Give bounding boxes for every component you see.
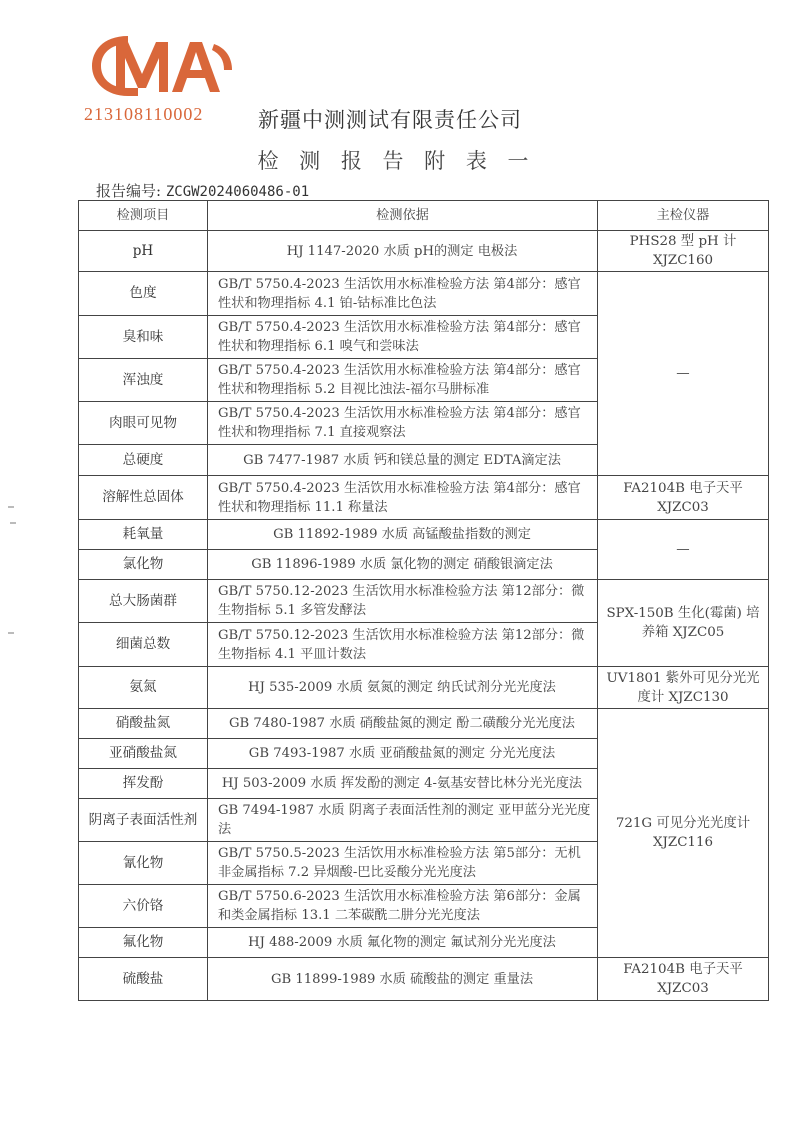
table-row-method: GB 7493-1987 水质 亚硝酸盐氮的测定 分光光度法 <box>208 739 598 769</box>
table-row-item: 氰化物 <box>79 842 208 885</box>
table-row-method: GB/T 5750.4-2023 生活饮用水标准检验方法 第4部分：感官性状和物理指标 7.1 直接观察法 <box>208 402 598 445</box>
column-header-instrument: 主检仪器 <box>598 201 769 231</box>
table-row-method: GB 7494-1987 水质 阴离子表面活性剂的测定 亚甲蓝分光光度法 <box>208 799 598 842</box>
table-row-item: 氯化物 <box>79 550 208 580</box>
report-number-label: 报告编号: <box>96 182 162 200</box>
table-row-item: 浑浊度 <box>79 359 208 402</box>
report-title: 检 测 报 告 附 表 一 <box>257 149 536 173</box>
table-row-method: HJ 488-2009 水质 氟化物的测定 氟试剂分光光度法 <box>208 928 598 958</box>
scan-mark <box>10 522 16 524</box>
table-row-item: 硫酸盐 <box>79 958 208 1001</box>
column-header-item: 检测项目 <box>79 201 208 231</box>
table-row-method: GB/T 5750.4-2023 生活饮用水标准检验方法 第4部分：感官性状和物理指标 4.1 铂-钴标准比色法 <box>208 272 598 316</box>
detection-basis-table <box>78 200 769 1001</box>
table-row-method: GB/T 5750.12-2023 生活饮用水标准检验方法 第12部分：微生物指标 4.1 平皿计数法 <box>208 623 598 667</box>
table-row-item: 总大肠菌群 <box>79 580 208 623</box>
table-row-method: GB/T 5750.5-2023 生活饮用水标准检验方法 第5部分：无机非金属指标 7.2 异烟酸-巴比妥酸分光光度法 <box>208 842 598 885</box>
table-row-item: 挥发酚 <box>79 769 208 799</box>
table-row-method: GB 7477-1987 水质 钙和镁总量的测定 EDTA滴定法 <box>208 445 598 476</box>
table-row-item: 耗氧量 <box>79 520 208 550</box>
table-row-method: GB/T 5750.4-2023 生活饮用水标准检验方法 第4部分：感官性状和物理指标 6.1 嗅气和尝味法 <box>208 316 598 359</box>
report-number <box>96 180 309 201</box>
instrument-none-dash: — <box>598 272 769 476</box>
table-row-item: 硝酸盐氮 <box>79 709 208 739</box>
table-row-item: 亚硝酸盐氮 <box>79 739 208 769</box>
cma-cert-number: 213108110002 <box>84 104 204 124</box>
instrument-incubator: SPX-150B 生化(霉菌) 培养箱 XJZC05 <box>598 580 769 667</box>
table-row-item: 溶解性总固体 <box>79 476 208 520</box>
table-row-item: 六价铬 <box>79 885 208 928</box>
table-row-method: GB 11892-1989 水质 高锰酸盐指数的测定 <box>208 520 598 550</box>
table-row-item: pH <box>79 231 208 272</box>
table-row-item: 色度 <box>79 272 208 316</box>
instrument-electronic-balance: FA2104B 电子天平 XJZC03 <box>598 958 769 1001</box>
report-number-value: ZCGW2024060486-01 <box>165 184 310 200</box>
instrument-uv-vis-spectrophotometer: UV1801 紫外可见分光光度计 XJZC130 <box>598 667 769 709</box>
table-row-item: 氟化物 <box>79 928 208 958</box>
table-row-method: GB 7480-1987 水质 硝酸盐氮的测定 酚二磺酸分光光度法 <box>208 709 598 739</box>
instrument-electronic-balance: FA2104B 电子天平 XJZC03 <box>598 476 769 520</box>
table-row-method: HJ 535-2009 水质 氨氮的测定 纳氏试剂分光光度法 <box>208 667 598 709</box>
table-row-method: HJ 1147-2020 水质 pH的测定 电极法 <box>208 231 598 272</box>
table-row-item: 细菌总数 <box>79 623 208 667</box>
scan-mark <box>8 632 14 634</box>
table-row-method: HJ 503-2009 水质 挥发酚的测定 4-氨基安替比林分光光度法 <box>208 769 598 799</box>
instrument-visible-spectrophotometer: 721G 可见分光光度计 XJZC116 <box>598 709 769 958</box>
cma-seal-logo <box>88 30 236 102</box>
instrument-ph-meter: PHS28 型 pH 计 XJZC160 <box>598 231 769 272</box>
table-row-item: 肉眼可见物 <box>79 402 208 445</box>
table-row-item: 阴离子表面活性剂 <box>79 799 208 842</box>
instrument-none-dash: — <box>598 520 769 580</box>
table-row-method: GB 11899-1989 水质 硫酸盐的测定 重量法 <box>208 958 598 1001</box>
table-row-method: GB/T 5750.4-2023 生活饮用水标准检验方法 第4部分：感官性状和物理指标 11.1 称量法 <box>208 476 598 520</box>
table-row-method: GB/T 5750.12-2023 生活饮用水标准检验方法 第12部分：微生物指标 5.1 多管发酵法 <box>208 580 598 623</box>
table-row-item: 总硬度 <box>79 445 208 476</box>
column-header-method: 检测依据 <box>208 201 598 231</box>
table-row-method: GB/T 5750.6-2023 生活饮用水标准检验方法 第6部分：金属和类金属指标 13.1 二苯碳酰二肼分光光度法 <box>208 885 598 928</box>
table-row-item: 臭和味 <box>79 316 208 359</box>
scan-mark <box>8 506 14 508</box>
company-name: 新疆中测测试有限责任公司 <box>258 108 522 132</box>
table-row-method: GB/T 5750.4-2023 生活饮用水标准检验方法 第4部分：感官性状和物理指标 5.2 目视比浊法-福尔马肼标准 <box>208 359 598 402</box>
table-row-method: GB 11896-1989 水质 氯化物的测定 硝酸银滴定法 <box>208 550 598 580</box>
table-row-item: 氨氮 <box>79 667 208 709</box>
